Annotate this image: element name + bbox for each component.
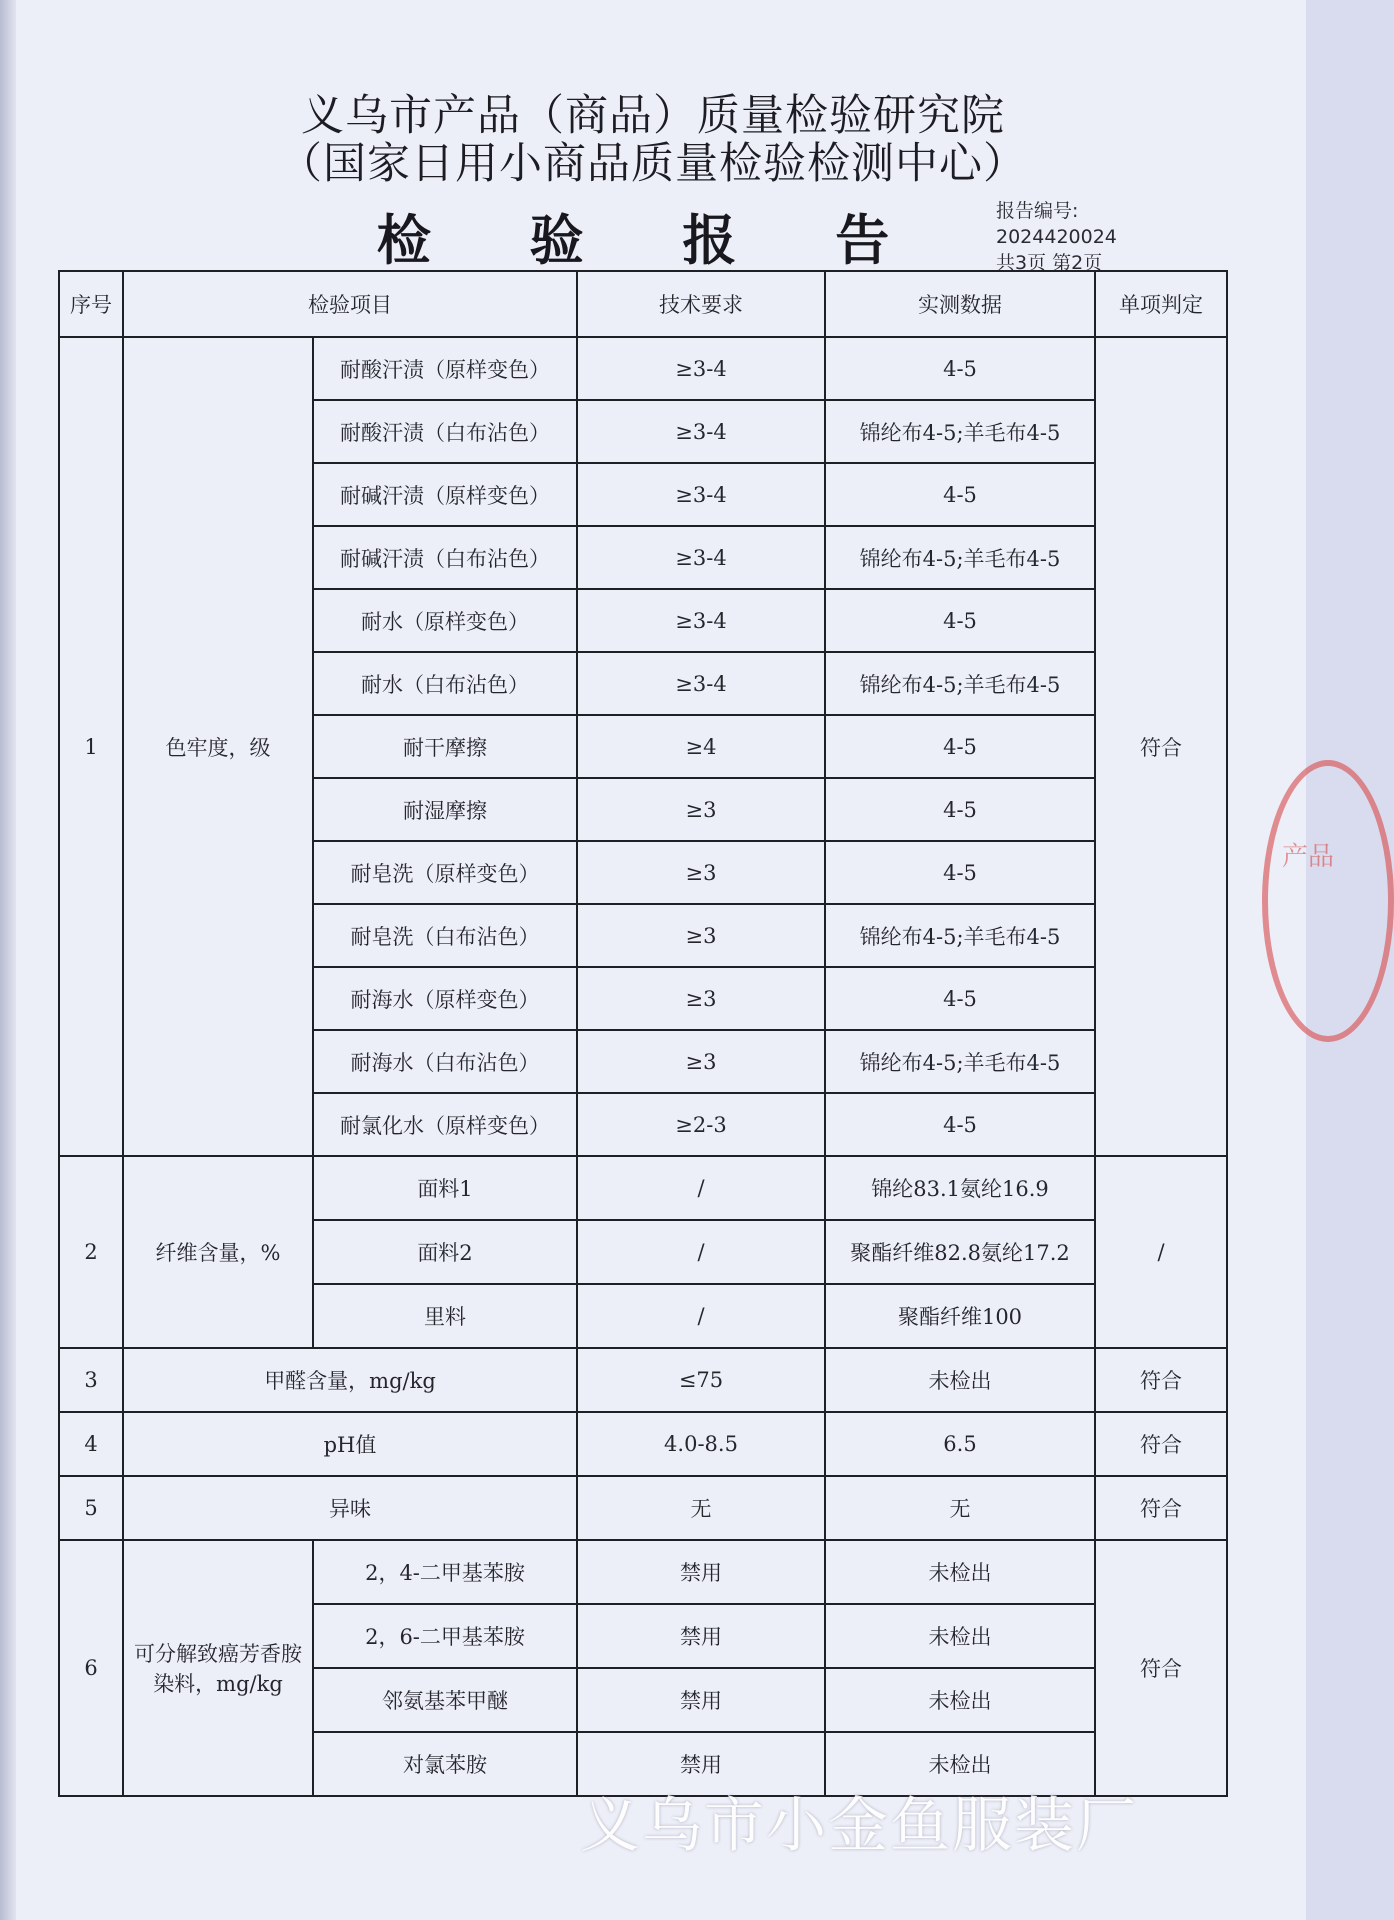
- report-number-block: [996, 198, 1117, 276]
- measured: 锦纶布4-5;羊毛布4-5: [825, 400, 1095, 463]
- sub-item: 耐皂洗（原样变色）: [313, 841, 577, 904]
- sub-item: 耐酸汗渍（原样变色）: [313, 337, 577, 400]
- sub-item: 耐酸汗渍（白布沾色）: [313, 400, 577, 463]
- requirement: ≥4: [577, 715, 825, 778]
- watermark: 义乌市小金鱼服装厂: [580, 1791, 1138, 1861]
- sub-item: 面料1: [313, 1156, 577, 1220]
- requirement: ≥3: [577, 841, 825, 904]
- measured: 6.5: [825, 1412, 1095, 1476]
- requirement: ≤75: [577, 1348, 825, 1412]
- verdict: /: [1095, 1156, 1227, 1348]
- row-no: 3: [59, 1348, 123, 1412]
- requirement: ≥2-3: [577, 1093, 825, 1156]
- item-name: pH值: [123, 1412, 577, 1476]
- requirement: 无: [577, 1476, 825, 1540]
- report-number-label: 报告编号:: [996, 200, 1079, 222]
- table-row: [59, 337, 1227, 400]
- measured: 锦纶布4-5;羊毛布4-5: [825, 904, 1095, 967]
- official-seal: [1262, 760, 1394, 1042]
- measured: 未检出: [825, 1540, 1095, 1604]
- group-name: 色牢度，级: [123, 337, 313, 1156]
- requirement: ≥3: [577, 1030, 825, 1093]
- measured: 4-5: [825, 967, 1095, 1030]
- col-header-data: 实测数据: [825, 271, 1095, 337]
- sub-item: 耐干摩擦: [313, 715, 577, 778]
- requirement: 禁用: [577, 1604, 825, 1668]
- row-no: 6: [59, 1540, 123, 1796]
- table-row: [59, 1412, 1227, 1476]
- table-row: [59, 1156, 1227, 1220]
- requirement: ≥3: [577, 904, 825, 967]
- verdict: 符合: [1095, 1540, 1227, 1796]
- org-subname: （国家日用小商品质量检验检测中心）: [279, 139, 1027, 189]
- col-header-no: 序号: [59, 271, 123, 337]
- measured: 未检出: [825, 1732, 1095, 1796]
- binding-spine: [0, 0, 16, 1920]
- sub-item: 耐氯化水（原样变色）: [313, 1093, 577, 1156]
- requirement: ≥3-4: [577, 400, 825, 463]
- requirement: ≥3-4: [577, 463, 825, 526]
- requirement: ≥3-4: [577, 589, 825, 652]
- sub-item: 耐海水（原样变色）: [313, 967, 577, 1030]
- requirement: ≥3-4: [577, 652, 825, 715]
- sub-item: 2，4-二甲基苯胺: [313, 1540, 577, 1604]
- measured: 聚酯纤维100: [825, 1284, 1095, 1348]
- requirement: /: [577, 1284, 825, 1348]
- verdict: 符合: [1095, 1412, 1227, 1476]
- row-no: 1: [59, 337, 123, 1156]
- measured: 4-5: [825, 589, 1095, 652]
- measured: 无: [825, 1476, 1095, 1540]
- inspection-table: [58, 270, 1228, 1797]
- requirement: 禁用: [577, 1540, 825, 1604]
- org-name: 义乌市产品（商品）质量检验研究院: [301, 91, 1005, 141]
- item-name: 甲醛含量，mg/kg: [123, 1348, 577, 1412]
- sub-item: 耐碱汗渍（原样变色）: [313, 463, 577, 526]
- col-header-verdict: 单项判定: [1095, 271, 1227, 337]
- sub-item: 耐皂洗（白布沾色）: [313, 904, 577, 967]
- verdict: 符合: [1095, 1348, 1227, 1412]
- requirement: ≥3-4: [577, 526, 825, 589]
- row-no: 4: [59, 1412, 123, 1476]
- sub-item: 面料2: [313, 1220, 577, 1284]
- measured: 4-5: [825, 841, 1095, 904]
- measured: 未检出: [825, 1348, 1095, 1412]
- measured: 4-5: [825, 715, 1095, 778]
- measured: 锦纶布4-5;羊毛布4-5: [825, 652, 1095, 715]
- report-number: 2024420024: [996, 226, 1117, 248]
- measured: 未检出: [825, 1668, 1095, 1732]
- col-header-item: 检验项目: [123, 271, 577, 337]
- table-header-row: [59, 271, 1227, 337]
- requirement: 禁用: [577, 1668, 825, 1732]
- sub-item: 耐湿摩擦: [313, 778, 577, 841]
- table-row: [59, 1476, 1227, 1540]
- table-row: [59, 1348, 1227, 1412]
- sub-item: 耐水（原样变色）: [313, 589, 577, 652]
- sub-item: 2，6-二甲基苯胺: [313, 1604, 577, 1668]
- requirement: 禁用: [577, 1732, 825, 1796]
- requirement: /: [577, 1220, 825, 1284]
- group-name: 纤维含量，%: [123, 1156, 313, 1348]
- measured: 聚酯纤维82.8氨纶17.2: [825, 1220, 1095, 1284]
- verdict: 符合: [1095, 337, 1227, 1156]
- sub-item: 对氯苯胺: [313, 1732, 577, 1796]
- measured: 锦纶83.1氨纶16.9: [825, 1156, 1095, 1220]
- measured: 锦纶布4-5;羊毛布4-5: [825, 526, 1095, 589]
- measured: 锦纶布4-5;羊毛布4-5: [825, 1030, 1095, 1093]
- measured: 4-5: [825, 778, 1095, 841]
- col-header-requirement: 技术要求: [577, 271, 825, 337]
- verdict: 符合: [1095, 1476, 1227, 1540]
- sub-item: 耐水（白布沾色）: [313, 652, 577, 715]
- measured: 4-5: [825, 463, 1095, 526]
- item-name: 异味: [123, 1476, 577, 1540]
- requirement: /: [577, 1156, 825, 1220]
- row-no: 5: [59, 1476, 123, 1540]
- requirement: ≥3-4: [577, 337, 825, 400]
- requirement: ≥3: [577, 967, 825, 1030]
- measured: 4-5: [825, 1093, 1095, 1156]
- measured: 4-5: [825, 337, 1095, 400]
- report-title: 检 验 报 告: [376, 209, 930, 272]
- seal-text: 产品: [1282, 842, 1335, 872]
- measured: 未检出: [825, 1604, 1095, 1668]
- sub-item: 邻氨基苯甲醚: [313, 1668, 577, 1732]
- sub-item: 耐碱汗渍（白布沾色）: [313, 526, 577, 589]
- page-count: 共3页 第2页: [996, 252, 1103, 274]
- table-row: [59, 1540, 1227, 1604]
- requirement: ≥3: [577, 778, 825, 841]
- group-name: 可分解致癌芳香胺染料，mg/kg: [123, 1540, 313, 1796]
- row-no: 2: [59, 1156, 123, 1348]
- sub-item: 耐海水（白布沾色）: [313, 1030, 577, 1093]
- requirement: 4.0-8.5: [577, 1412, 825, 1476]
- sub-item: 里料: [313, 1284, 577, 1348]
